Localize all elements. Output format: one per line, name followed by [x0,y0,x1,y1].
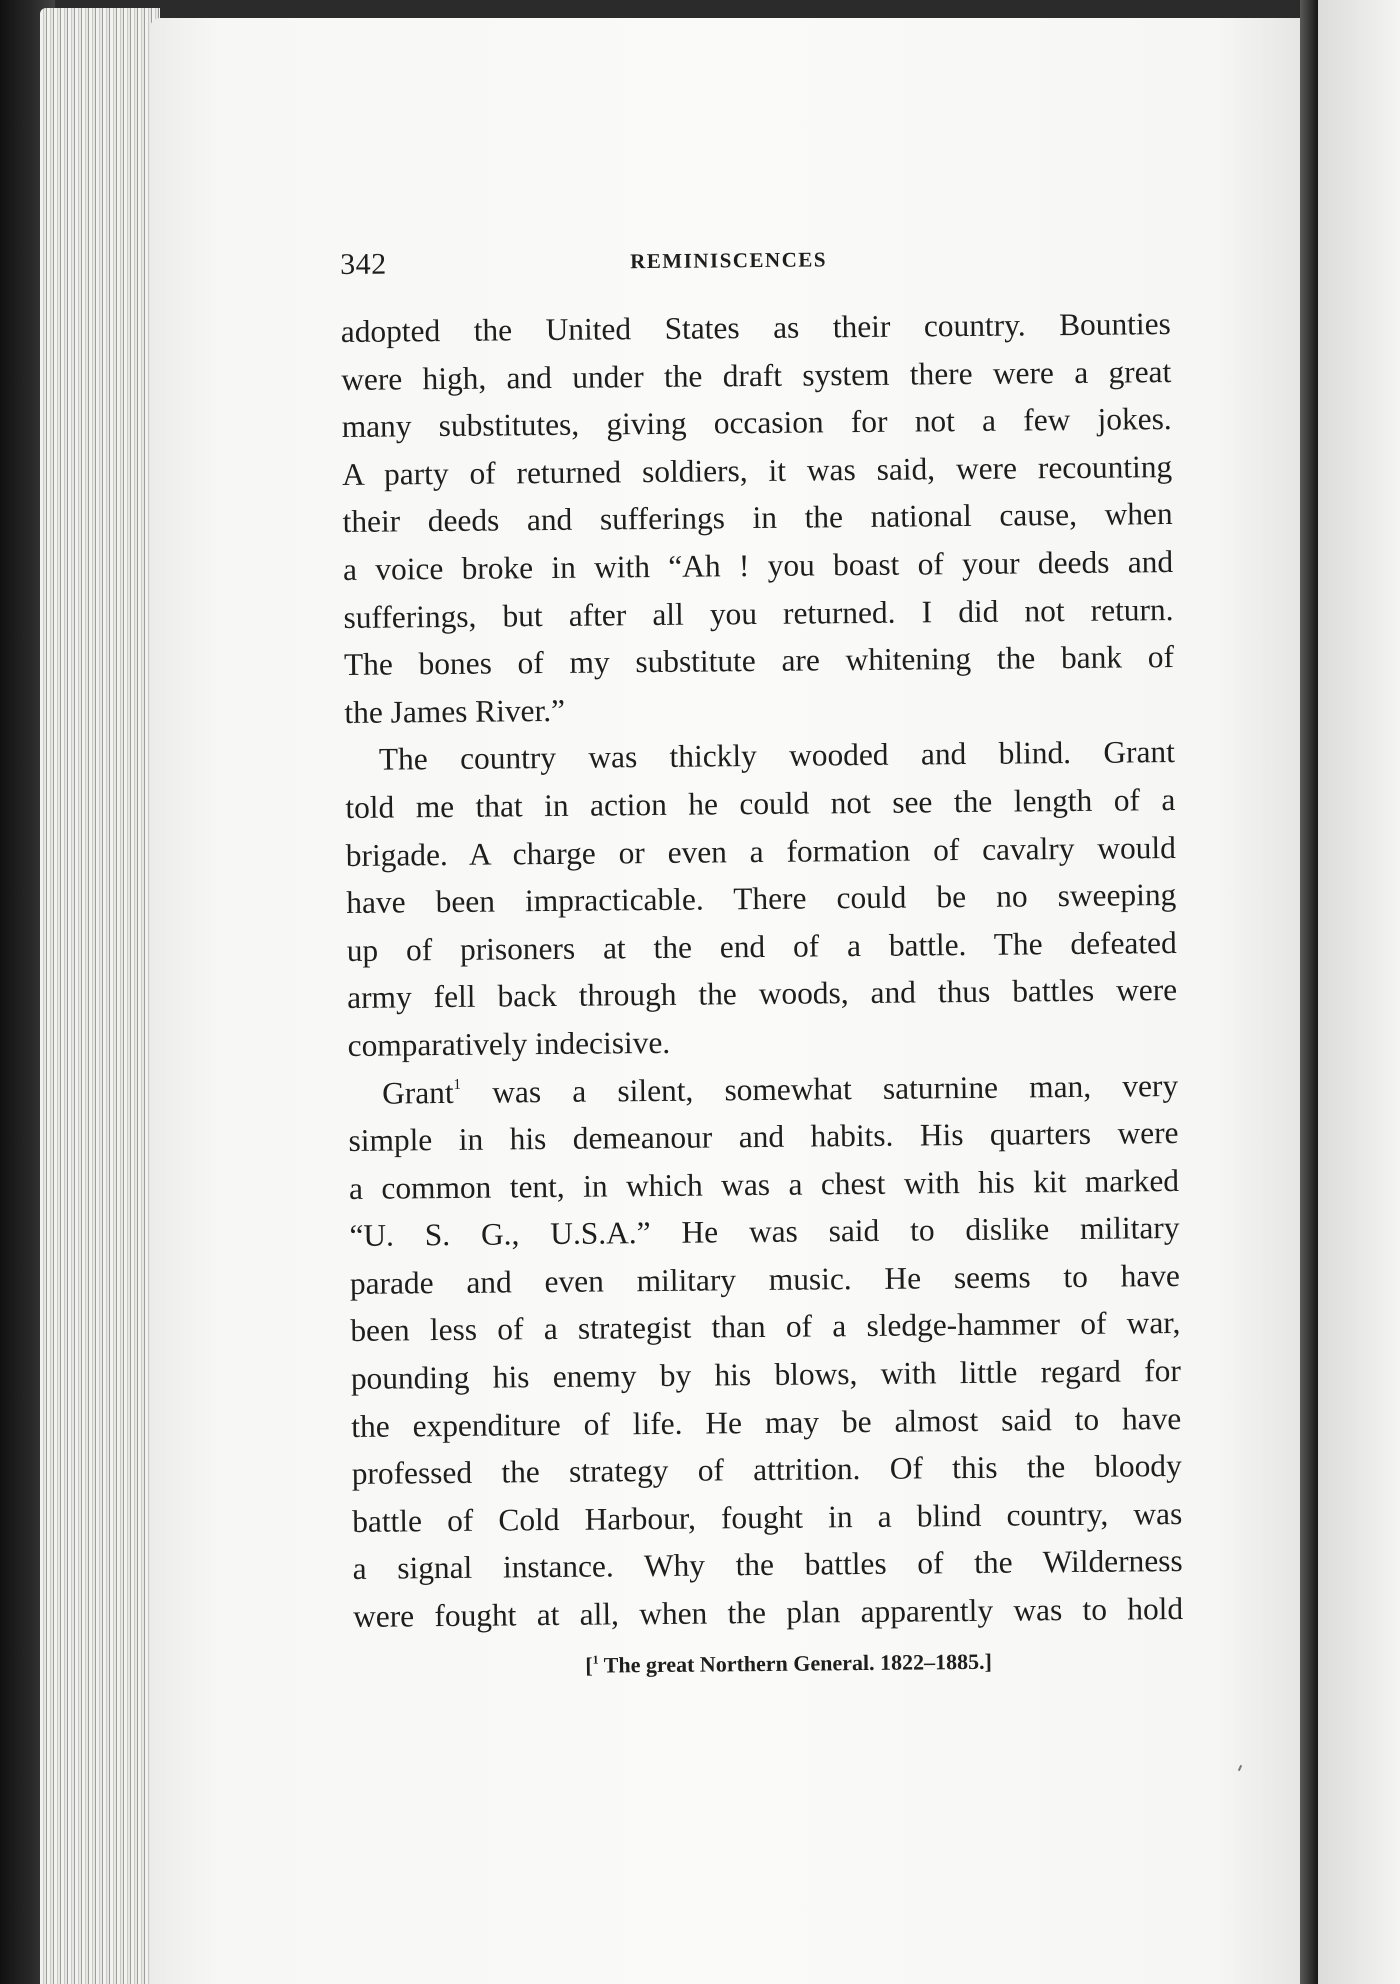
text-block [340,240,1184,1681]
footnote-text: The great Northern General. 1822–1885.] [598,1648,993,1678]
text-line: The bones of my substitute are whitening the bank of [343,639,1175,683]
footnote-reference: 1 [453,1076,462,1093]
paragraph-2 [345,728,1178,1069]
text-line: the James River.” [344,692,566,730]
footnote-marker: 1 [592,1652,599,1667]
text-line: have been impracticable. There could be no sweeping [346,877,1177,921]
text-line: battle of Cold Harbour, fought in a blind country, was [352,1495,1183,1539]
text-line: a common tent, in which was a chest with his kit marked [348,1162,1180,1206]
text-line: been less of a strategist than of a sledge-hammer of war, [350,1305,1181,1349]
page-number: 342 [340,247,387,281]
text-line: their deeds and sufferings in the national cause, when [342,496,1173,540]
book-page-edges [40,8,160,1984]
text-line: were fought at all, when the plan apparently was to hold [352,1591,1184,1634]
first-line-rest: was a silent, somewhat saturnine man, very [460,1067,1179,1110]
text-line: a voice broke in with “Ah ! you boast of your deeds and [342,543,1174,587]
text-line: up of prisoners at the end of a battle. The defeated [346,924,1177,968]
paragraph-3 [348,1061,1183,1640]
text-line: pounding his enemy by his blows, with little regard for [350,1353,1181,1397]
running-title: REMINISCENCES [630,247,828,274]
text-line: professed the strategy of attrition. Of this the bloody [351,1448,1182,1492]
text-line: a signal instance. Why the battles of the Wilderness [352,1543,1183,1587]
text-line: sufferings, but after all you returned. I did not return. [343,591,1174,635]
paragraph-1 [341,300,1175,736]
text-line: brigade. A charge or even a formation of cavalry would [345,829,1176,873]
text-line: many substitutes, giving occasion for not a few jokes. [341,401,1172,445]
text-line: told me that in action he could not see the length of a [345,781,1176,825]
text-line: simple in his demeanour and habits. His quarters were [348,1115,1179,1159]
first-word: Grant [381,1074,454,1111]
text-line: parade and even military music. He seems to have [349,1257,1181,1301]
text-line: the expenditure of life. He may be almost said to have [351,1400,1182,1444]
facing-page-edge [1318,0,1400,1984]
text-line: comparatively indecisive. [347,1024,671,1063]
text-line [348,1061,1178,1117]
text-line: army fell back through the woods, and thus battles were [347,972,1178,1016]
book-gutter [1300,0,1318,1984]
running-head [340,240,1170,298]
text-line: The country was thickly wooded and blind. Grant [378,734,1176,777]
footnote-bracket: [ [585,1652,593,1678]
text-line: A party of returned soldiers, it was said, were recounting [342,448,1173,492]
scan-top-border [0,0,1400,18]
text-line: “U. S. G., U.S.A.” He was said to dislike military [349,1210,1180,1254]
text-line: adopted the United States as their country. Bounties [340,306,1171,349]
text-line: were high, and under the draft system there were a great [341,353,1172,397]
